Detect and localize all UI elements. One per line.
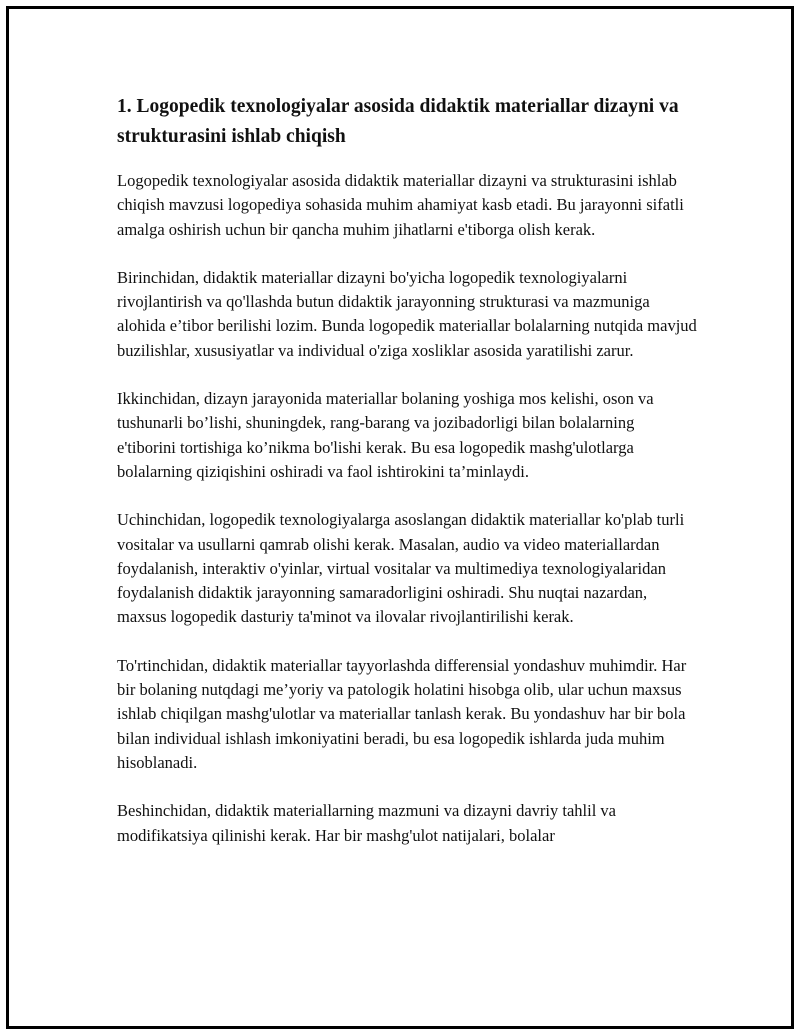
paragraph-intro: Logopedik texnologiyalar asosida didaktik materiallar dizayni va strukturasini ishlab chiqish mavzusi logopediya sohasida muhim ahamiyat kasb etadi. Bu jarayonni sifatli amalga oshirish uchun bir qancha muhim jihatlarni e'tiborga olish kerak. [117,171,684,239]
paragraph-second: Ikkinchidan, dizayn jarayonida materiallar bolaning yoshiga mos kelishi, oson va tushunarli bo’lishi, shuningdek, rang-barang va jozibadorligi bilan bolalarning e'tiborini tortishiga ko’nikma bo'lishi kerak. Bu esa logopedik mashg'ulotlarga bolalarning qiziqishini oshiradi va faol ishtirokini ta’minlaydi. [117,389,654,481]
document-body [117,92,697,872]
paragraph-fifth: Beshinchidan, didaktik materiallarning mazmuni va dizayni davriy tahlil va modifikatsiya qilinishi kerak. Har bir mashg'ulot natijalari, bolalar [117,801,616,845]
document-title: 1. Logopedik texnologiyalar asosida didaktik materiallar dizayni va strukturasini ishlab chiqish [117,96,679,147]
paragraph-third: Uchinchidan, logopedik texnologiyalarga asoslangan didaktik materiallar ko'plab turli vositalar va usullarni qamrab olishi kerak. Masalan, audio va video materiallardan foydalanish, interaktiv o'yinlar, virtual vositalar va multimediya texnologiyalaridan foydalanish didaktik jarayonning samaradorligini oshiradi. Shu nuqtai nazardan, maxsus logopedik dasturiy ta'minot va ilovalar rivojlantirilishi kerak. [117,510,685,627]
paragraph-first: Birinchidan, didaktik materiallar dizayni bo'yicha logopedik texnologiyalarni rivojlantirish va qo'llashda butun didaktik jarayonning strukturasi va mazmuniga alohida e’tibor berilishi lozim. Bunda logopedik materiallar bolalarning nutqida mavjud buzilishlar, xususiyatlar va individual o'ziga xosliklar asosida yaratilishi zarur. [117,267,697,360]
paragraph-fourth: To'rtinchidan, didaktik materiallar tayyorlashda differensial yondashuv muhimdir. Har bir bolaning nutqdagi me’yoriy va patologik holatini hisobga olib, ular uchun maxsus ishlab chiqilgan mashg'ulotlar va materiallar tanlash kerak. Bu yondashuv har bir bola bilan individual ishlash imkoniyatini beradi, bu esa logopedik ishlarda juda muhim hisoblanadi. [117,655,687,772]
